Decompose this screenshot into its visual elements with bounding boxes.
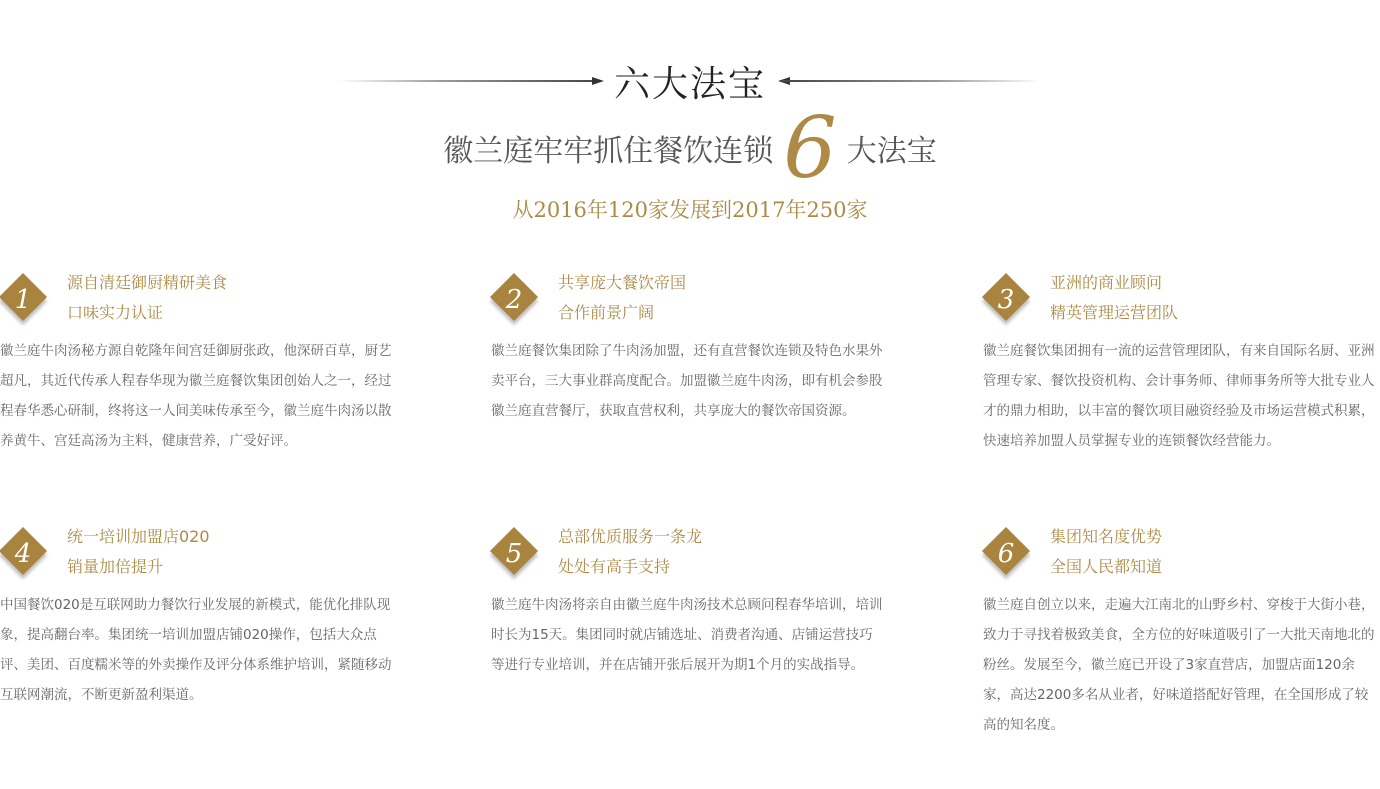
header-divider-right	[780, 80, 1042, 82]
section-header	[0, 56, 1380, 106]
badge-number: 1	[14, 285, 32, 315]
feature-title-line2: 全国人民都知道	[1050, 557, 1163, 576]
feature-title-line1: 共享庞大餐饮帝国	[558, 273, 687, 292]
feature-title-line2: 处处有高手支持	[558, 557, 671, 576]
feature-title-line1: 集团知名度优势	[1050, 527, 1163, 546]
number-badge	[491, 528, 541, 578]
feature-title	[558, 268, 686, 328]
feature-description: 中国餐饮020是互联网助力餐饮行业发展的新模式，能优化排队现象，提高翻台率。集团统一培训加盟店铺020操作，包括大众点评、美团、百度糯米等的外卖操作及评分体系维护培训，紧随移动互联网潮流，不断更新盈利渠道。	[0, 597, 392, 703]
badge-number: 4	[14, 539, 32, 569]
subtitle-prefix: 徽兰庭牢牢抓住餐饮连锁	[443, 134, 774, 169]
feature-description: 徽兰庭餐饮集团拥有一流的运营管理团队，有来自国际名厨、亚洲管理专家、餐饮投资机构、会计事务师、律师事务所等大批专业人才的鼎力相助，以丰富的餐饮项目融资经验及市场运营模式积累，快速培养加盟人员掌握专业的连锁餐饮经营能力。	[983, 343, 1375, 449]
header-divider-left	[338, 80, 600, 82]
feature-description: 徽兰庭自创立以来，走遍大江南北的山野乡村、穿梭于大街小巷，致力于寻找着极致美食，全方位的好味道吸引了一大批天南地北的粉丝。发展至今，徽兰庭已开设了3家直营店，加盟店面120余家，高达2200多名从业者，好味道搭配好管理，在全国形成了较高的知名度。	[983, 597, 1375, 733]
feature-title	[1050, 268, 1178, 328]
subtitle-number: 6	[783, 99, 837, 197]
feature-title-line1: 统一培训加盟店020	[67, 527, 210, 546]
badge-number: 6	[997, 539, 1015, 569]
feature-title-line2: 合作前景广阔	[558, 303, 655, 322]
feature-title-line2: 口味实力认证	[67, 303, 164, 322]
subtitle-suffix: 大法宝	[846, 134, 937, 169]
feature-title	[67, 268, 227, 328]
badge-number: 3	[997, 285, 1015, 315]
feature-title	[1050, 522, 1162, 582]
feature-description: 徽兰庭餐饮集团除了牛肉汤加盟，还有直营餐饮连锁及特色水果外卖平台，三大事业群高度配合。加盟徽兰庭牛肉汤，即有机会参股徽兰庭直营餐厅，获取直营权利，共享庞大的餐饮帝国资源。	[491, 343, 883, 419]
section-title: 六大法宝	[613, 64, 766, 105]
badge-number: 5	[505, 539, 523, 569]
feature-title-line2: 销量加倍提升	[67, 557, 164, 576]
number-badge	[983, 274, 1033, 324]
feature-title-line2: 精英管理运营团队	[1050, 303, 1179, 322]
badge-number: 2	[505, 285, 523, 315]
feature-description: 徽兰庭牛肉汤秘方源自乾隆年间宫廷御厨张政，他深研百草，厨艺超凡，其近代传承人程春华现为徽兰庭餐饮集团创始人之一，经过程春华悉心研制，终将这一人间美味传承至今，徽兰庭牛肉汤以散养黄牛、宫廷高汤为主料，健康营养，广受好评。	[0, 343, 392, 449]
number-badge	[0, 528, 50, 578]
feature-description: 徽兰庭牛肉汤将亲自由徽兰庭牛肉汤技术总顾问程春华培训，培训时长为15天。集团同时就店铺选址、消费者沟通、店铺运营技巧等进行专业培训，并在店铺开张后展开为期1个月的实战指导。	[491, 597, 883, 673]
number-badge	[491, 274, 541, 324]
number-badge	[0, 274, 50, 324]
feature-title-line1: 总部优质服务一条龙	[558, 527, 703, 546]
subtitle	[0, 99, 1380, 197]
tagline: 从2016年120家发展到2017年250家	[512, 198, 868, 222]
feature-title	[558, 522, 702, 582]
number-badge	[983, 528, 1033, 578]
feature-title-line1: 亚洲的商业顾问	[1050, 273, 1163, 292]
feature-title-line1: 源自清廷御厨精研美食	[67, 273, 228, 292]
feature-title	[67, 522, 210, 582]
